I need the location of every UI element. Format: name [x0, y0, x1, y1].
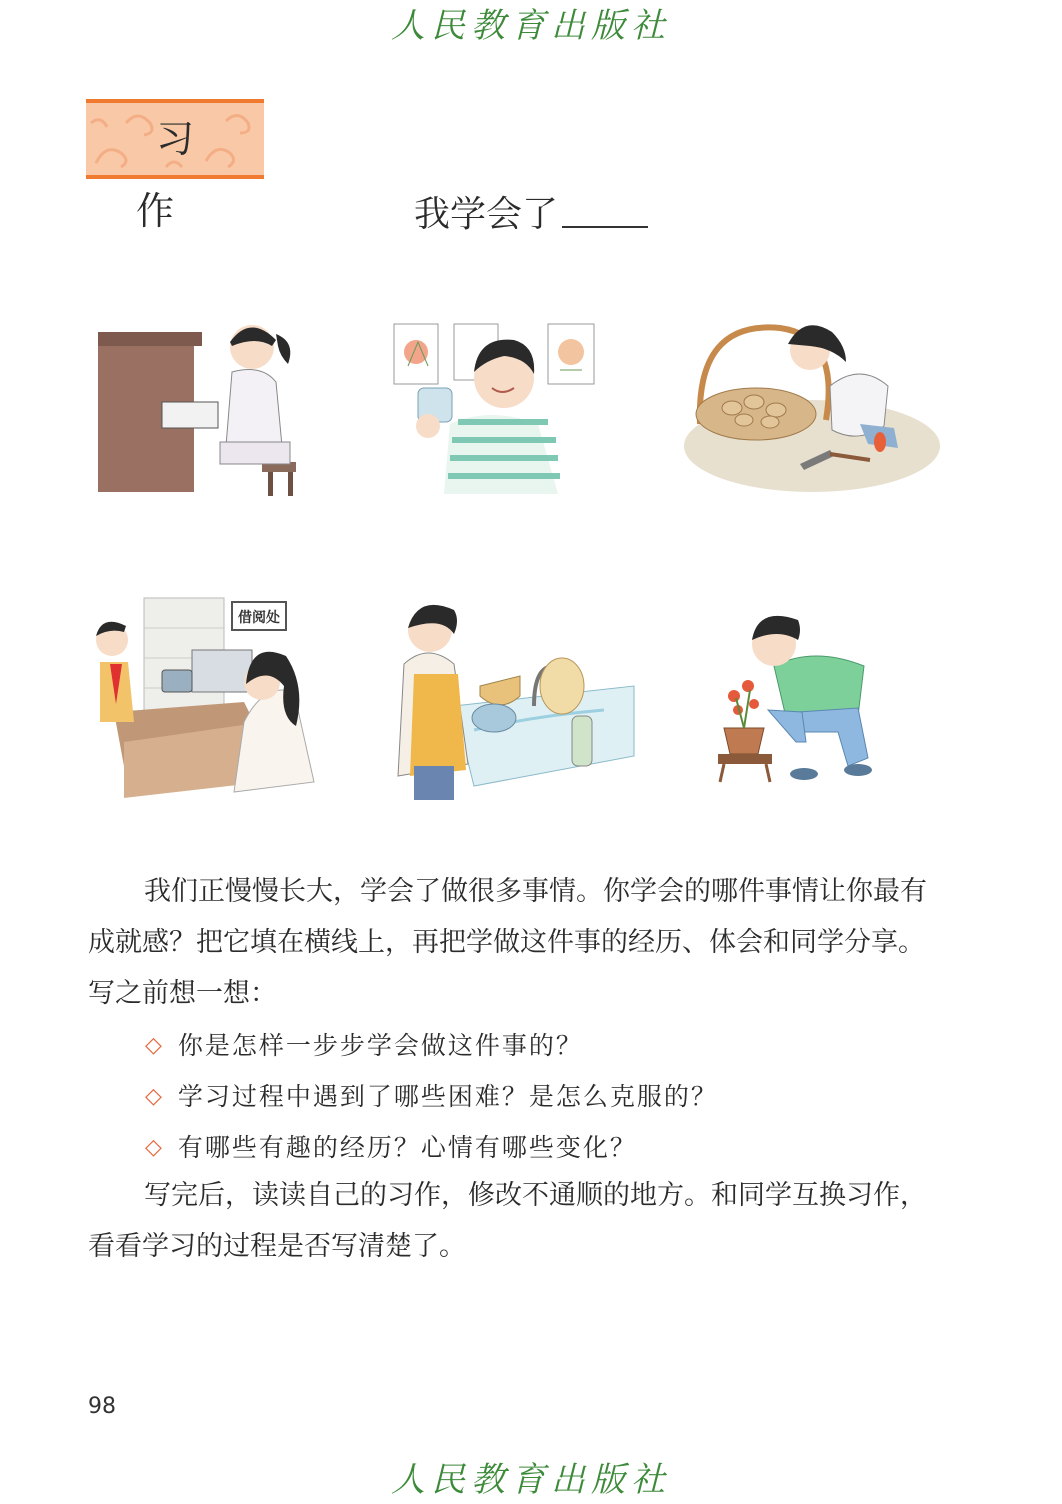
- page-number: 98: [88, 1394, 116, 1419]
- closing-text: 写完后，读读自己的习作，修改不通顺的地方。和同学互换习作，看看学习的过程是否写清楚了。: [88, 1180, 927, 1262]
- title-text: 我学会了: [413, 194, 558, 235]
- list-item: [145, 1071, 718, 1122]
- question-text: 你是怎样一步步学会做这件事的？: [177, 1031, 583, 1060]
- diamond-bullet-icon: ◇: [145, 1135, 164, 1160]
- intro-paragraph: [88, 866, 938, 1019]
- list-item: [145, 1122, 718, 1173]
- boy-holding-bottle-icon: [388, 316, 600, 494]
- closing-paragraph: [88, 1170, 938, 1272]
- question-text: 有哪些有趣的经历？心情有哪些变化？: [177, 1133, 637, 1162]
- girl-playing-piano-icon: [92, 312, 318, 502]
- library-sign-text: 借阅处: [238, 610, 280, 626]
- publisher-header: 人民教育出版社: [391, 6, 671, 46]
- intro-text: 我们正慢慢长大，学会了做很多事情。你学会的哪件事情让你最有成就感？把它填在横线上，再把学做这件事的经历、体会和同学分享。写之前想一想：: [88, 876, 927, 1009]
- question-list: [145, 1020, 718, 1173]
- boy-potting-plant-icon: [708, 606, 894, 786]
- publisher-footer: 人民教育出版社: [391, 1460, 671, 1500]
- section-label-text: 习作: [135, 117, 234, 233]
- page-title: [0, 186, 1062, 237]
- section-label: [86, 99, 264, 233]
- diamond-bullet-icon: ◇: [145, 1084, 164, 1109]
- boy-borrowing-book-icon: [84, 592, 314, 798]
- girl-washing-dishes-icon: [384, 596, 634, 800]
- girl-digging-potatoes-icon: [680, 314, 944, 498]
- question-text: 学习过程中遇到了哪些困难？是怎么克服的？: [177, 1082, 718, 1111]
- list-item: [145, 1020, 718, 1071]
- title-blank-line: [562, 196, 648, 228]
- diamond-bullet-icon: ◇: [145, 1033, 164, 1058]
